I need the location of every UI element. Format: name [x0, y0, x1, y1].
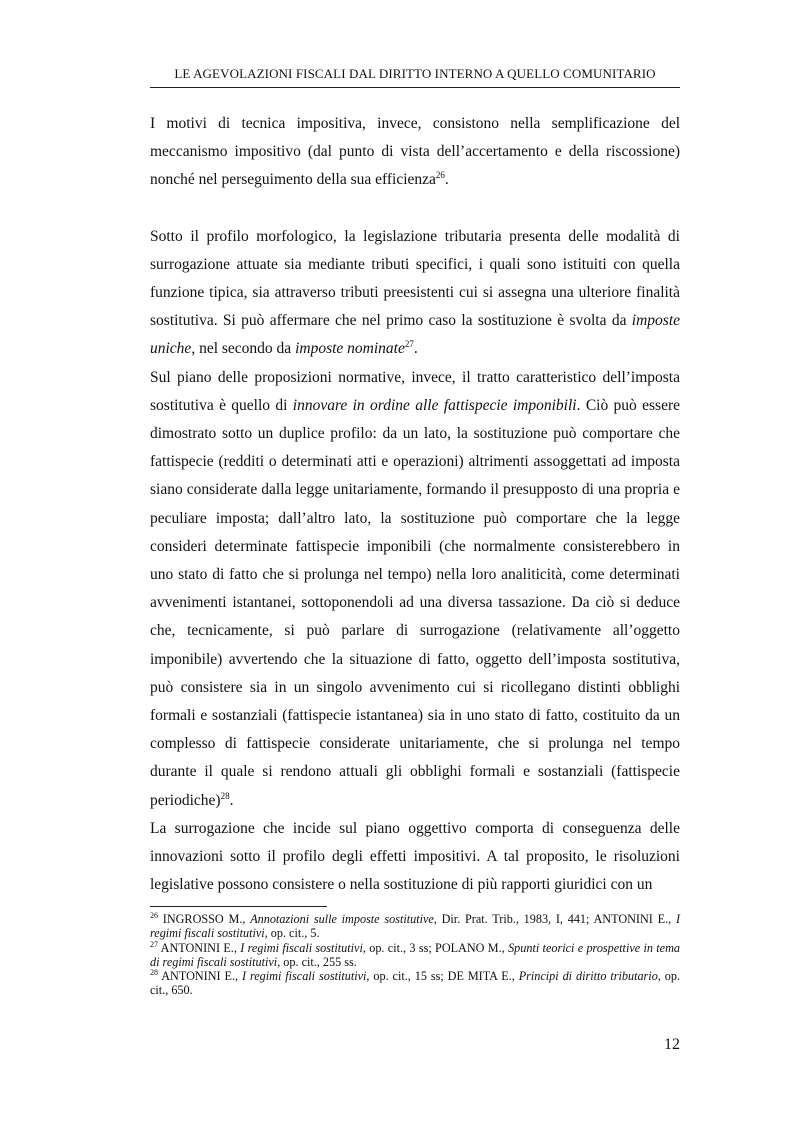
footnote-ref-28: 28 — [220, 790, 230, 801]
paragraph-1-end: . — [444, 171, 449, 189]
footnote-28-title-1: I regimi fiscali sostitutivi — [242, 969, 367, 984]
emphasis-imposte-uniche: imposte uniche — [150, 312, 680, 358]
footnote-28-text: ANTONINI E., — [158, 969, 242, 984]
paragraph-3 — [150, 364, 680, 815]
footnote-26 — [150, 912, 680, 941]
footnote-26-text: INGROSSO M., — [158, 912, 251, 926]
paragraph-3-text: Sul piano delle proposizioni normative, invece, il tratto caratteristico dell’imposta sostitutiva è quello di — [150, 368, 680, 414]
footnote-27-number: 27 — [150, 939, 158, 949]
footnote-26-text-c: , op. cit., 5. — [264, 926, 320, 941]
paragraph-3-end: . — [229, 791, 234, 809]
footnote-27 — [150, 941, 680, 970]
footnote-26-text-b: , Dir. Prat. Trib., 1983, I, 441; ANTONINI E., — [433, 912, 676, 926]
footnote-27-text-b: , op. cit., 3 ss; POLANO M., — [362, 940, 509, 955]
paragraph-4: La surrogazione che incide sul piano oggettivo comporta di conseguenza delle innovazioni sotto il profilo degli effetti impositivi. A tal proposito, le risoluzioni legislative possono consistere o nella sostituzione di più rapporti giuridici con un — [150, 819, 680, 894]
body-text — [150, 110, 680, 899]
footnote-ref-27: 27 — [404, 339, 414, 350]
footnote-28-text-b: , op. cit., 15 ss; DE MITA E., — [366, 969, 519, 984]
footnote-28 — [150, 969, 680, 998]
footnote-26-title-2: I regimi fiscali sostitutivi — [150, 912, 680, 941]
running-header: LE AGEVOLAZIONI FISCALI DAL DIRITTO INTERNO A QUELLO COMUNITARIO — [150, 66, 680, 88]
footnote-28-title-2: Principi di diritto tributario — [518, 969, 658, 984]
emphasis-innovare: innovare in ordine alle fattispecie imponibili — [292, 396, 577, 414]
paragraph-1-text: I motivi di tecnica impositiva, invece, consistono nella semplificazione del meccanismo impositivo (dal punto di vista dell’accertamento e della riscossione) nonché nel perseguimento della sua efficienza — [150, 115, 680, 189]
paragraph-2-text-b: , nel secondo da — [191, 340, 296, 358]
footnote-27-text: ANTONINI E., — [158, 940, 241, 955]
footnote-26-number: 26 — [150, 910, 158, 920]
footnote-27-text-c: , op. cit., 255 ss. — [277, 954, 357, 969]
footnote-27-title-1: I regimi fiscali sostitutivi — [240, 940, 363, 955]
paragraph-2-text: Sotto il profilo morfologico, la legislazione tributaria presenta delle modalità di surrogazione attuate sia mediante tributi specifici, i quali sono istituiti con quella funzione tipica, sia attraverso tributi preesistenti cui si assegna una ulteriore finalità sostitutiva. Si può affermare che nel primo caso la sostituzione è svolta da — [150, 227, 680, 330]
footnote-ref-26: 26 — [435, 170, 445, 181]
footnote-27-title-2: Spunti teorici e prospettive in tema di regimi fiscali sostitutivi — [150, 940, 680, 969]
footnote-26-title-1: Annotazioni sulle imposte sostitutive — [250, 912, 434, 926]
footnote-28-text-c: , op. cit., 650. — [150, 969, 681, 998]
paragraph-1 — [150, 110, 680, 195]
page-number: 12 — [664, 1036, 680, 1053]
footnote-28-number: 28 — [150, 968, 158, 978]
emphasis-imposte-nominate: imposte nominate — [295, 340, 405, 358]
footnotes — [150, 912, 680, 998]
paragraph-2-end: . — [413, 340, 418, 358]
paragraph-3-text-b: . Ciò può essere dimostrato sotto un duplice profilo: da un lato, la sostituzione può comportare che fattispecie (redditi o determinati atti e operazioni) altrimenti assoggettati ad imposta siano considerate dalla legge unitariamente, formando il presupposto di una propria e peculiare imposta; dall’altro lato, la sostituzione può comportare che la legge consideri determinate fattispecie imponibili (che normalmente consisterebbero in uno stato di fatto che si prolunga nel tempo) nella loro analiticità, come determinati avvenimenti istantanei, sottoponendoli ad una diversa tassazione. Da ciò si deduce che, tecnicamente, si può parlare di surrogazione (relativamente all’oggetto imponibile) avvertendo che la situazione di fatto, oggetto dell’imposta sostitutiva, può consistere sia in un singolo avvenimento cui si ricollegano distinti obblighi formali e sostanziali (fattispecie istantanea) sia in uno stato di fatto, costituito da un complesso di fattispecie considerate unitariamente, che si prolunga nel tempo durante il quale si rendono attuali gli obblighi formali e sostanziali (fattispecie periodiche) — [150, 396, 681, 809]
paragraph-2 — [150, 223, 680, 364]
footnote-separator — [150, 906, 327, 907]
